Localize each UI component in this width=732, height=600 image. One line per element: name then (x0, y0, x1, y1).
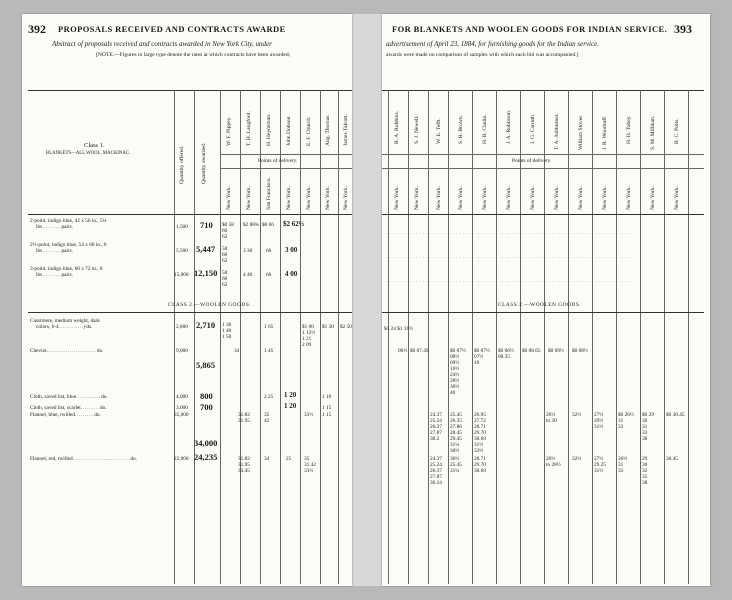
c2-row1-awarded: 2,710 (196, 320, 216, 330)
r-delivery-10: New York. (602, 185, 608, 210)
r-delivery-11: New York. (626, 185, 632, 210)
r-delivery-8: New York. (554, 185, 560, 210)
r-bidder-1: R. A. Robbins. (394, 110, 400, 144)
c2-row8-offered: 22,000 (174, 456, 189, 462)
c1-row3-desc1: 3-point, indigo blue, 60 x 72 in., 8 (30, 266, 103, 272)
c1-row2-offered: 5,500 (176, 248, 188, 254)
c2-row6-bid4: 1 15 (322, 412, 332, 418)
c2-row8-bid2: 34 (264, 456, 270, 462)
left-page: 392 PROPOSALS RECEIVED AND CONTRACTS AWARDE Abstract of proposals received and contracts awarded in New York City, under [NOTE.—Figures in large type denote the rates at which contracts have been awarded; Quantity offered. Quantity awarded. W. F. Pippey. T. H. Langford. H. Heyneman. John Dobson. E. F. Church. Aug. Thomas. James Talcott. Points of delivery. New York. New York. San Francisco. New York. New York. New York. New York. Class 1. BLANKETS—ALL WOOL, MACKINAC. 2-point, indigo blue, 42 x 56 in., 5¼ lbs..........pairs. 1,500 710 $0 58 60 62 $2 88¾ $0 66 $2 62½ 2½-point, indigo blue, 54 x 66 in., 6 lbs..........pairs. 5,500 5,447 58 60 62 3 30 66 3 00 3-point, indigo blue, 60 x 72 in., 8 lbs..........pairs. 15,000 12,150 58 60 62 4 40 66 4 00 CLASS 2.—WOOLEN GOODS. Cassimere, medium weight, dark colors, 6-4.............yds. 2,800 2,710 1 30 1 40 1 50 1 65 $1 00 1 12½ 1 21 2 09 $1 30 $2 50 Cheviot..........................do. 9,000 34 1 45 5,865 Cloth, saved list, blue.............do. 4,000 800 2 25 1 20 1 10 Cloth, saved list, scarlet..........do. 3,000 700 1 20 1 15 Flannel, blue, twilled..........do. 35,000 31.82 31.95 35 42 33½ 1 15 34,000 Flannel, red, twilled..............................do. 22,000 24,235 31.82 31.95 33.45 34 25 35 31.42 33½ (22, 14, 352, 586)
bidder-4: John Dobson. (286, 115, 292, 146)
r-fred-bid1: 24.37 25.24 26.37 27.87 30.24 (430, 456, 442, 486)
c2-row1-offered: 2,800 (176, 324, 188, 330)
c1-row1-bid3: $0 66 (262, 222, 274, 228)
c2-row3-awarded: 5,865 (196, 360, 216, 370)
c1-row2-bid3: 66 (266, 248, 272, 254)
r-cassimere-bids: $1 24 $1 31½ (384, 326, 414, 332)
c1-row2-bid1: 58 60 62 (222, 246, 228, 264)
running-head-left: PROPOSALS RECEIVED AND CONTRACTS AWARDE (58, 24, 286, 34)
c2-row8-bid1: 31.82 31.95 33.45 (238, 456, 250, 474)
r-bidder-10: J. R. Woodruff. (602, 115, 608, 150)
r-cheviot-bid6: $0 08.65 (522, 348, 541, 354)
r-fblue-bid8: $0 29 30 31 33 38 (642, 412, 654, 442)
c2-row1-desc2: colors, 6-4 (36, 324, 59, 330)
c2-row8-awarded: 24,235 (194, 452, 218, 462)
c2-row8-bid3: 25 (286, 456, 292, 462)
r-delivery-2: New York. (414, 185, 420, 210)
r-cheviot-bid1: 06½ (398, 348, 408, 354)
r-fred-bid4: 26½ to 28½ (546, 456, 561, 468)
c2-row6-unit: do. (94, 412, 101, 418)
c2-row2-bid1: 34 (234, 348, 240, 354)
note-right: awards were made on comparison of samples with which each bid was accompanied.] (386, 52, 579, 58)
class2-title-right: CLASS 2.—WOOLEN GOODS. (498, 302, 582, 308)
class1-subtitle: BLANKETS—ALL WOOL, MACKINAC. (46, 151, 131, 156)
subtitle-left: Abstract of proposals received and contracts awarded in New York City, under (52, 40, 272, 48)
r-fred-bid7: 26½ 31 33 (618, 456, 628, 474)
c1-row2-awarded: 5,447 (196, 244, 216, 254)
c1-row3-bid4: 4 00 (285, 270, 298, 278)
c2-row5-awarded: 700 (200, 402, 213, 412)
delivery-2: New York. (246, 185, 252, 210)
r-cheviot-bid3: $0 07½ 08½ 09½ 16½ 24½ 28½ 36½ 40 (450, 348, 466, 396)
c2-row4-offered: 4,000 (176, 394, 188, 400)
c2-row8-unit: do. (130, 456, 138, 462)
c1-row3-awarded: 12,150 (194, 268, 218, 278)
c1-row1-desc2: lbs (36, 224, 43, 230)
page-number-left: 392 (28, 22, 46, 36)
r-fblue-bid1: 24.37 25.24 26.37 27.87 30.2 (430, 412, 442, 442)
c2-row7-awarded: 34,000 (194, 438, 218, 448)
r-fblue-bid2: 25.45 26.35 27.86 28.45 29.45 31¼ 30½ (450, 412, 462, 454)
r-cheviot-bid7: $0 09½ (548, 348, 564, 354)
c2-row4-bid2: 1 20 (284, 391, 297, 399)
r-fred-bid9: 30.45 (666, 456, 678, 462)
col-quantity-awarded: Quantity awarded. (201, 142, 207, 184)
bidder-3: H. Heyneman. (266, 113, 272, 146)
r-delivery-4: New York. (458, 185, 464, 210)
r-fred-bid8: 29 30 32 35 38 (642, 456, 648, 486)
r-bidder-5: H. B. Cladin. (482, 114, 488, 144)
c2-row1-bid2: 1 65 (264, 324, 274, 330)
c2-row5-bid1: 1 20 (284, 402, 297, 410)
c2-row6-bid2: 35 42 (264, 412, 270, 424)
r-fblue-bid9: $0 30.45 (666, 412, 685, 418)
r-delivery-13: New York. (674, 185, 680, 210)
r-delivery-6: New York. (506, 185, 512, 210)
r-bidder-11: H. H. Tobey. (626, 115, 632, 144)
c1-row2-bid2: 3 30 (243, 248, 253, 254)
c2-row1-desc1: Cassimere, medium weight, dark (30, 318, 100, 324)
c1-row3-bid3: 66 (266, 272, 272, 278)
c1-row3-desc2: lbs (36, 272, 43, 278)
r-fblue-bid3: 26.95 27.72 28.71 29.70 30.69 31½ 33½ (474, 412, 486, 454)
c2-row2-unit: do. (96, 348, 104, 354)
bidder-7: James Talcott. (343, 114, 349, 146)
c2-row8-desc1: Flannel, red, twilled (30, 456, 73, 462)
subtitle-right: advertisement of April 23, 1884, for furnishing goods for the Indian service. (386, 40, 599, 48)
running-head-right: FOR BLANKETS AND WOOLEN GOODS FOR INDIAN SERVICE. (392, 24, 668, 34)
c1-row1-bid4: $2 62½ (283, 220, 304, 228)
r-delivery-9: New York. (578, 185, 584, 210)
r-fred-bid2: 30½ 25.45 31¼ (450, 456, 462, 474)
r-cheviot-bid2: $0 07.49 (410, 348, 429, 354)
r-fblue-bid7: $0 26½ 31 33 (618, 412, 634, 430)
r-bidder-6: J. A. Robinson. (506, 109, 512, 144)
r-delivery-7: New York. (530, 185, 536, 210)
points-of-delivery-left: Points of delivery. (258, 158, 298, 164)
right-page: FOR BLANKETS AND WOOLEN GOODS FOR INDIAN SERVICE. 393 advertisement of April 23, 1884, for furnishing goods for the Indian service. awards were made on comparison of samples with which each bid was accompanied.] R. A. Robbins. S. J. Newell. W. E. Tefft. S. B. Brown. H. B. Cladin. J. A. Robinson. J. G. Carruth. T. A. Ashburner. William Stover. J. R. Woodruff. H. H. Tobey. S. M. Millikan. B. C. Potts. Points of delivery. New York. New York. New York. New York. New York. New York. New York. New York. New York. New York. New York. New York. New York. .......................................................................... .......................................................................... .......................................................................... CLASS 2.—WOOLEN GOODS. $1 24 $1 31½ 06½ $0 07.49 $0 07½ 08½ 09½ 16½ 24½ 28½ 36½ 40 $0 07½ 07½ 10 $0 06½ 08.35 $0 08.65 $0 09½ $0 08½ 24.37 25.24 26.37 27.87 30.2 25.45 26.35 27.86 28.45 29.45 31¼ 30½ 26.95 27.72 28.71 29.70 30.69 31½ 33½ 26½ to 30 32½ 27½ 29½ 31½ $0 26½ 31 33 $0 29 30 31 33 38 $0 30.45 24.37 25.24 26.37 27.87 30.24 30½ 25.45 31¼ 28.71 29.70 30.69 26½ to 28½ 32½ 27½ 29.25 31½ 26½ 31 33 29 30 32 35 38 30.45 (382, 14, 710, 586)
col-quantity-offered: Quantity offered. (179, 145, 185, 184)
delivery-3: San Francisco. (266, 177, 272, 210)
c1-row1-unit: pairs. (61, 224, 74, 230)
r-fred-bid6: 27½ 29.25 31½ (594, 456, 606, 474)
c2-row5-bid2: 1 15 (322, 405, 332, 411)
delivery-6: New York. (325, 185, 331, 210)
c1-row2-unit: pairs. (61, 248, 74, 254)
c2-row4-bid3: 1 10 (322, 394, 332, 400)
r-fblue-bid4: 26½ to 30 (546, 412, 557, 424)
c2-row1-bid5: $2 50 (340, 324, 352, 330)
r-delivery-3: New York. (436, 185, 442, 210)
c2-row1-bid4: $1 30 (322, 324, 334, 330)
c1-row1-bid1: $0 58 60 62 (222, 222, 234, 240)
class1-title: Class 1. (84, 142, 105, 149)
r-delivery-5: New York. (482, 185, 488, 210)
r-fblue-bid5: 32½ (572, 412, 582, 418)
c2-row6-offered: 35,000 (174, 412, 189, 418)
book-gutter (352, 14, 382, 586)
c2-row2-bid2: 1 45 (264, 348, 274, 354)
delivery-4: New York. (286, 185, 292, 210)
c2-row5-offered: 3,000 (176, 405, 188, 411)
page-number-right: 393 (674, 22, 692, 36)
bidder-2: T. H. Langford. (246, 111, 252, 146)
r-cheviot-bid5: $0 06½ 08.35 (498, 348, 514, 360)
r-bidder-4: S. B. Brown. (458, 114, 464, 144)
r-delivery-12: New York. (650, 185, 656, 210)
r-delivery-1: New York. (394, 185, 400, 210)
r-cheviot-bid4: $0 07½ 07½ 10 (474, 348, 490, 366)
delivery-5: New York. (306, 185, 312, 210)
r-fred-bid3: 28.71 29.70 30.69 (474, 456, 486, 474)
c1-row1-offered: 1,500 (176, 224, 188, 230)
c1-row2-desc2: lbs (36, 248, 43, 254)
bidder-1: W. F. Pippey. (226, 116, 232, 146)
r-bidder-9: William Stover. (578, 114, 584, 150)
c2-row8-bid4: 35 31.42 33½ (304, 456, 316, 474)
c2-row4-bid1: 2 25 (264, 394, 274, 400)
r-bidder-7: J. G. Carruth. (530, 113, 536, 144)
c1-row3-unit: pairs. (61, 272, 74, 278)
c2-row2-desc1: Cheviot (30, 348, 47, 354)
c2-row5-unit: do. (100, 405, 107, 411)
class2-title-left: CLASS 2.—WOOLEN GOODS. (168, 302, 252, 308)
c1-row2-bid4: 3 00 (285, 246, 298, 254)
delivery-1: New York. (226, 185, 232, 210)
r-bidder-3: W. E. Tefft. (436, 118, 442, 144)
c1-row3-bid1: 58 60 62 (222, 270, 228, 288)
r-bidder-8: T. A. Ashburner. (554, 113, 560, 150)
delivery-7: New York. (343, 185, 349, 210)
r-fblue-bid6: 27½ 29½ 31½ (594, 412, 604, 430)
c2-row6-desc1: Flannel, blue, twilled (30, 412, 76, 418)
note-left: [NOTE.—Figures in large type denote the rates at which contracts have been awarded; (96, 52, 291, 58)
c1-row2-desc1: 2½-point, indigo blue, 54 x 66 in., 6 (30, 242, 107, 248)
r-fred-bid5: 32½ (572, 456, 582, 462)
c1-row3-offered: 15,000 (174, 272, 189, 278)
c2-row5-desc1: Cloth, saved list, scarlet (30, 405, 81, 411)
c2-row2-offered: 9,000 (176, 348, 188, 354)
c2-row1-unit: yds. (83, 324, 93, 330)
c2-row1-bid1: 1 30 1 40 1 50 (222, 322, 232, 340)
r-bidder-2: S. J. Newell. (414, 115, 420, 144)
c2-row4-awarded: 800 (200, 391, 213, 401)
header-rule-top (28, 90, 352, 91)
c2-row1-bid3: $1 00 1 12½ 1 21 2 09 (302, 324, 316, 348)
points-of-delivery-right: Points of delivery. (512, 158, 552, 164)
r-bidder-12: S. M. Millikan. (650, 115, 656, 150)
c1-row3-bid2: 4 40 (243, 272, 253, 278)
r-cheviot-bid8: $0 08½ (572, 348, 588, 354)
c2-row4-unit: do. (101, 394, 108, 400)
r-bidder-13: B. C. Potts. (674, 118, 680, 144)
bidder-6: Aug. Thomas. (325, 114, 331, 146)
c2-row6-bid3: 33½ (304, 412, 314, 418)
c1-row1-desc1: 2-point, indigo blue, 42 x 56 in., 5¼ (30, 218, 107, 224)
c1-row1-bid2: $2 88¾ (243, 222, 259, 228)
c1-row1-awarded: 710 (200, 220, 213, 230)
c2-row4-desc1: Cloth, saved list, blue (30, 394, 77, 400)
c2-row6-bid1: 31.82 31.95 (238, 412, 250, 424)
bidder-5: E. F. Church. (306, 116, 312, 146)
